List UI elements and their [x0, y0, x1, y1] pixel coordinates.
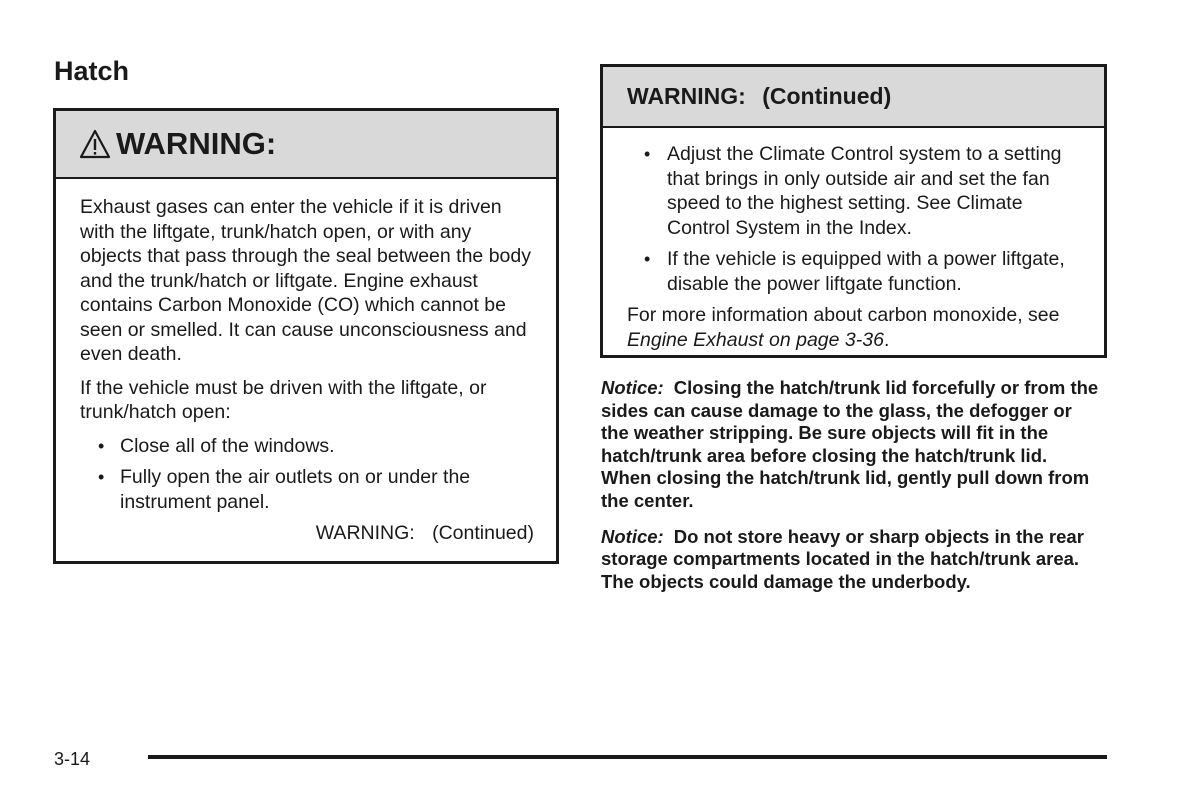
- warning-triangle-icon: [78, 128, 112, 160]
- warning-body: [56, 179, 556, 546]
- section-heading: Hatch: [54, 56, 130, 86]
- list-item-text: Close all of the windows.: [120, 434, 335, 457]
- continued-footer: WARNING: (Continued): [315, 522, 534, 544]
- footer-rule: [148, 755, 1107, 759]
- warning-paragraph: Exhaust gases can enter the vehicle if it is driven with the liftgate, trunk/hatch open, or with any objects that pass through the seal between the body and the trunk/hatch or liftgate. Engine exhaust contains Carbon Monoxide (CO) which cannot be seen or smelled. It can cause unconsciousness and even death.: [80, 196, 531, 365]
- continued-bullet-list: [627, 142, 1082, 296]
- notice-text: Do not store heavy or sharp objects in the rear storage compartments located in the hatch/trunk area. The objects could damage the underbody.: [601, 525, 1084, 592]
- warning-box: [53, 108, 559, 564]
- warning-header: [56, 111, 556, 179]
- continued-warning-box: [600, 64, 1107, 358]
- warning-title: WARNING:: [116, 126, 277, 161]
- bullet-icon: •: [644, 249, 651, 269]
- notice-label: Notice:: [601, 377, 664, 398]
- info-text: For more information about carbon monoxide, see: [627, 304, 1060, 326]
- bullet-icon: •: [98, 467, 105, 487]
- continued-body: [603, 128, 1104, 352]
- notice-text: Closing the hatch/trunk lid forcefully or from the sides can cause damage to the glass, the defogger or the weather stripping. Be sure objects will fit in the hatch/trunk area before closing the hatch/trunk lid. When closing the hatch/trunk lid, gently pull down from the center.: [601, 377, 1099, 511]
- bullet-icon: •: [644, 144, 651, 164]
- cross-reference: Engine Exhaust on page 3-36: [627, 328, 884, 351]
- list-item-text: If the vehicle is equipped with a power liftgate, disable the power liftgate function.: [667, 248, 1065, 295]
- notice-label: Notice:: [601, 525, 664, 547]
- list-item: [80, 465, 534, 514]
- continued-header: [603, 67, 1104, 128]
- notice: [601, 526, 1101, 594]
- warning-bullet-list: [80, 434, 534, 515]
- notices: [601, 377, 1101, 606]
- info-end: .: [883, 328, 890, 351]
- list-item: [627, 142, 1082, 240]
- list-item-text: Fully open the air outlets on or under the instrument panel.: [120, 466, 471, 513]
- bullet-icon: •: [98, 435, 105, 456]
- list-item-text: Adjust the Climate Control system to a setting that brings in only outside air and set the fan speed to the highest setting. See Climate Control System in the Index.: [667, 143, 1062, 239]
- notice: [601, 377, 1101, 513]
- info-paragraph: [627, 303, 1082, 352]
- list-item: [80, 434, 534, 459]
- list-item: [627, 247, 1082, 296]
- continued-title: WARNING: (Continued): [627, 83, 892, 109]
- warning-title-wrap: [78, 126, 276, 162]
- warning-paragraph: If the vehicle must be driven with the liftgate, or trunk/hatch open:: [80, 376, 487, 423]
- page-number: 3-14: [54, 749, 91, 769]
